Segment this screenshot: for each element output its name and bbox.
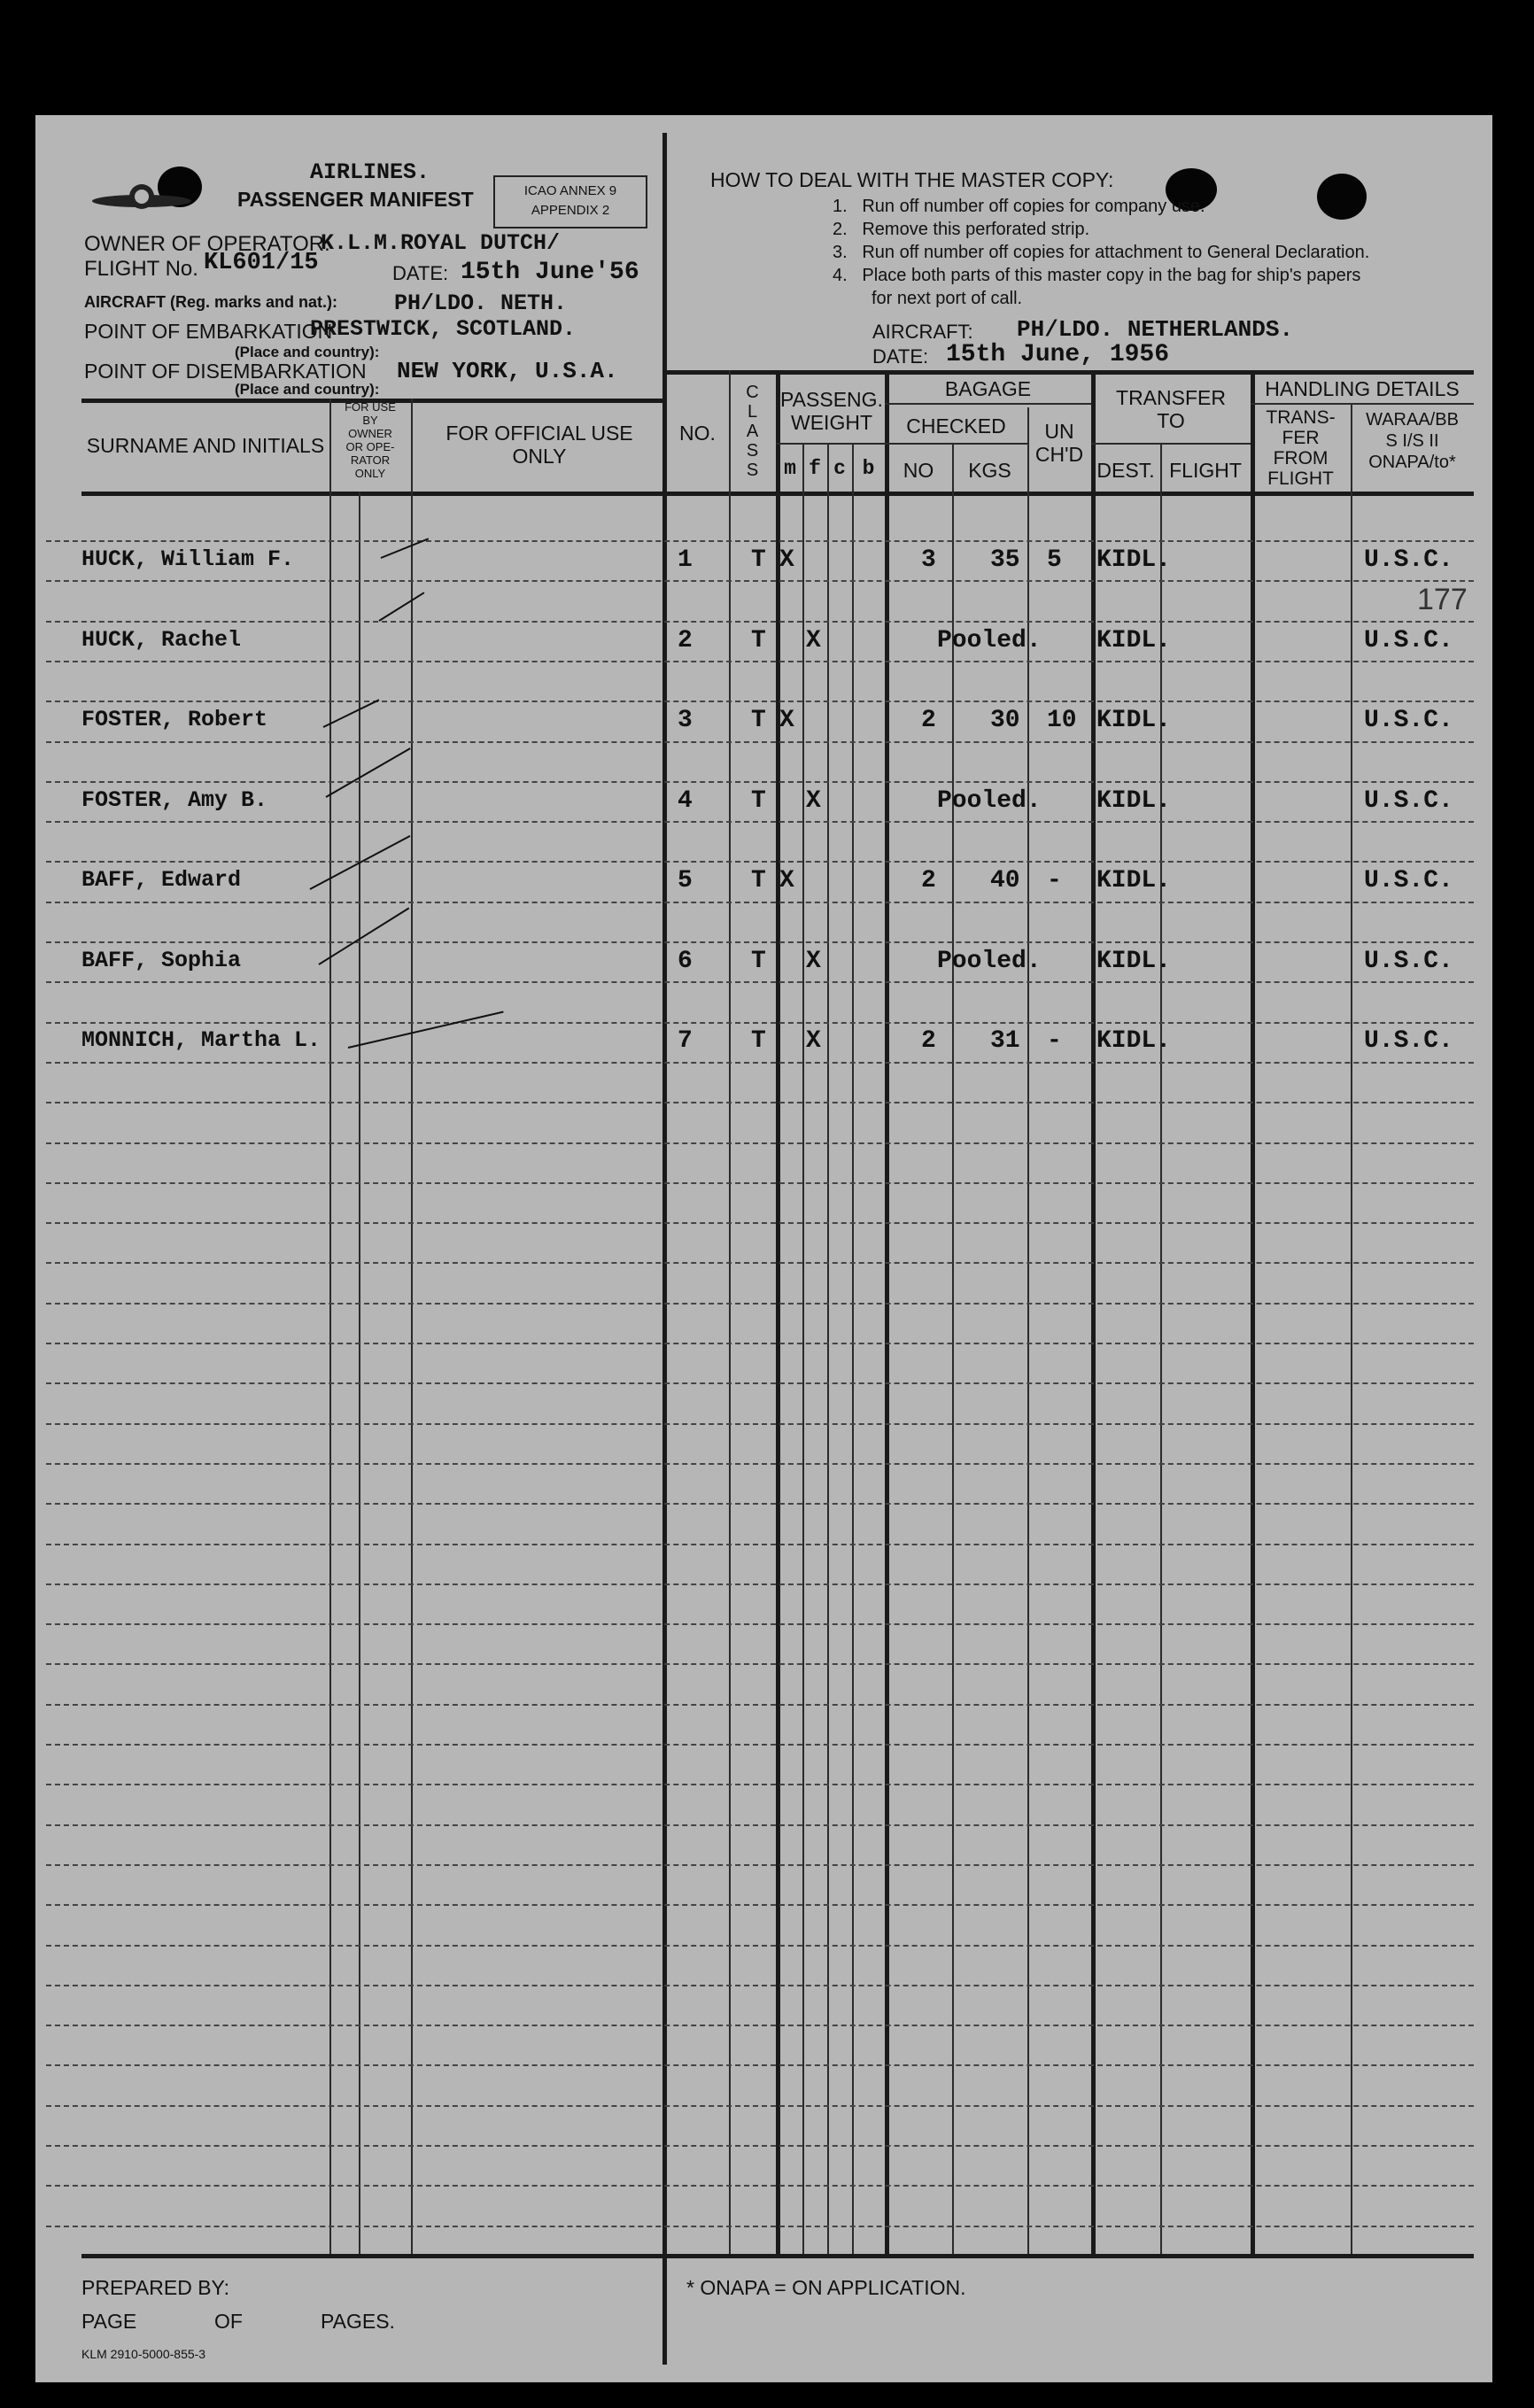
instruction-number: 2.: [833, 220, 848, 239]
passenger-number: 2: [678, 627, 693, 654]
weight-f-mark: X: [806, 1027, 821, 1055]
passeng-line: PASSENG.: [780, 388, 883, 411]
header-sub-rule: [1091, 443, 1251, 445]
weight-m-mark: X: [779, 546, 794, 574]
official-line: ONLY: [512, 445, 567, 468]
row-rule: [46, 1182, 1474, 1184]
pooled-note: Pooled.: [937, 627, 1042, 654]
row-rule: [46, 821, 1474, 823]
handling-code: U.S.C.: [1364, 1027, 1453, 1055]
passenger-name: HUCK, William F.: [81, 546, 295, 572]
row-rule: [46, 580, 1474, 582]
row-rule: [46, 1423, 1474, 1425]
page-label: PAGE: [81, 2310, 137, 2333]
row-rule: [46, 1343, 1474, 1344]
instruction-number: 4.: [833, 266, 848, 285]
col-header-passeng-weight: [776, 388, 887, 434]
bag-kgs: 30: [990, 707, 1020, 734]
right-date-label: DATE:: [872, 345, 929, 368]
col-sep: [1091, 370, 1096, 2254]
waraa-line: ONAPA/to*: [1368, 453, 1456, 472]
row-rule: [46, 1784, 1474, 1785]
instruction-number: 1.: [833, 197, 848, 216]
col-header-checked-kgs: KGS: [968, 459, 1011, 482]
handling-code: U.S.C.: [1364, 707, 1453, 734]
passenger-class: T: [751, 787, 766, 815]
row-rule: [46, 741, 1474, 743]
passenger-name: BAFF, Edward: [81, 867, 242, 893]
col-sep: [729, 370, 731, 2254]
passenger-number: 7: [678, 1027, 693, 1055]
passenger-name: FOSTER, Robert: [81, 707, 268, 732]
instruction-number: 3.: [833, 243, 848, 262]
instruction-2: [833, 220, 1089, 240]
row-rule: [46, 1062, 1474, 1064]
col-header-dest: DEST.: [1096, 459, 1155, 482]
right-date-value: 15th June, 1956: [946, 341, 1170, 368]
transfer-line: TO: [1157, 409, 1185, 432]
class-letter: S: [746, 441, 759, 461]
manifest-title: PASSENGER MANIFEST: [237, 188, 474, 211]
weight-sub-b: b: [862, 457, 875, 480]
col-header-waraa: [1351, 409, 1474, 473]
official-line: FOR OFFICIAL USE: [445, 422, 633, 445]
weight-f-mark: X: [806, 787, 821, 815]
col-header-surname: SURNAME AND INITIALS: [86, 434, 325, 457]
class-letter: S: [746, 461, 759, 480]
passenger-name: HUCK, Rachel: [81, 627, 242, 653]
bag-count: 2: [921, 707, 936, 734]
passenger-number: 5: [678, 867, 693, 894]
bag-kgs: 40: [990, 867, 1020, 894]
form-code: KLM 2910-5000-855-3: [81, 2347, 206, 2361]
col-header-bagage: BAGAGE: [944, 377, 1032, 400]
owner-label: OWNER OF OPERATOR:: [84, 232, 330, 256]
icao-line2: APPENDIX 2: [531, 203, 610, 218]
weight-m-mark: X: [779, 707, 794, 734]
weight-sub-f: f: [809, 457, 821, 480]
waraa-line: WARAA/BB: [1366, 410, 1459, 430]
bag-count: 3: [921, 546, 936, 574]
table-bottom-rule: [81, 2254, 1474, 2258]
col-header-for-use: [329, 400, 411, 480]
passenger-number: 6: [678, 948, 693, 975]
perforation-separator: [662, 133, 667, 2365]
airline-logo: [89, 182, 195, 217]
unchd-line: UN: [1044, 420, 1074, 443]
col-sep: [359, 492, 360, 2254]
passenger-class: T: [751, 867, 766, 894]
row-rule: [46, 701, 1474, 702]
transfer-from-line: FLIGHT: [1267, 468, 1334, 489]
right-aircraft-value: PH/LDO. NETHERLANDS.: [1017, 316, 1294, 343]
row-rule: [46, 1945, 1474, 1947]
embarkation-value: PRESTWICK, SCOTLAND.: [310, 316, 577, 342]
handling-code: U.S.C.: [1364, 867, 1453, 894]
col-header-checked-no: NO: [903, 459, 934, 482]
row-rule: [46, 1824, 1474, 1826]
embarkation-label: POINT OF EMBARKATION: [84, 320, 333, 343]
class-letter: L: [747, 402, 758, 422]
weight-f-mark: X: [806, 948, 821, 975]
col-sep: [329, 399, 331, 2254]
passenger-name: FOSTER, Amy B.: [81, 787, 268, 813]
col-header-transfer-from: [1251, 407, 1351, 489]
row-rule: [46, 1382, 1474, 1384]
instructions-title: HOW TO DEAL WITH THE MASTER COPY:: [710, 168, 1114, 191]
row-rule: [46, 1985, 1474, 1986]
row-rule: [46, 1663, 1474, 1665]
row-rule: [46, 981, 1474, 983]
passenger-number: 4: [678, 787, 693, 815]
header-sub-rule: [1251, 403, 1474, 405]
instruction-1: [833, 197, 1205, 217]
transfer-destination: KIDL.: [1096, 867, 1172, 894]
bag-kgs: 35: [990, 546, 1020, 574]
row-rule: [46, 661, 1474, 662]
row-rule: [46, 941, 1474, 943]
handling-code: U.S.C.: [1364, 787, 1453, 815]
row-rule: [46, 1222, 1474, 1224]
pooled-note: Pooled.: [937, 787, 1042, 815]
unchd-line: CH'D: [1034, 443, 1084, 466]
prepared-by-label: PREPARED BY:: [81, 2276, 230, 2299]
col-sep: [776, 370, 780, 2254]
passenger-number: 3: [678, 707, 693, 734]
transfer-destination: KIDL.: [1096, 546, 1172, 574]
waraa-line: S I/S II: [1385, 431, 1439, 451]
row-rule: [46, 2064, 1474, 2066]
row-rule: [46, 1303, 1474, 1305]
bag-count: 2: [921, 867, 936, 894]
right-aircraft-label: AIRCRAFT:: [872, 321, 973, 343]
row-rule: [46, 902, 1474, 903]
row-rule: [46, 1904, 1474, 1906]
row-rule: [46, 540, 1474, 542]
date-label: DATE:: [392, 262, 449, 284]
weight-f-mark: X: [806, 627, 821, 654]
class-letter: A: [746, 422, 759, 441]
row-rule: [46, 1102, 1474, 1103]
bag-count: 2: [921, 1027, 936, 1055]
col-header-unchd: [1027, 420, 1091, 466]
instruction-4: [833, 266, 1360, 286]
pages-label: PAGES.: [321, 2310, 395, 2333]
row-rule: [46, 1544, 1474, 1545]
col-sep: [1027, 407, 1029, 2254]
unchecked-bags: 5: [1047, 546, 1062, 574]
onapa-note: * ONAPA = ON APPLICATION.: [686, 2276, 966, 2299]
unchecked-bags: 10: [1047, 707, 1077, 734]
col-sep: [411, 399, 413, 2254]
unchecked-bags: -: [1047, 867, 1062, 894]
of-label: OF: [214, 2310, 243, 2333]
transfer-destination: KIDL.: [1096, 948, 1172, 975]
passenger-class: T: [751, 546, 766, 574]
passeng-line: WEIGHT: [791, 411, 872, 434]
disembarkation-value: NEW YORK, U.S.A.: [397, 358, 618, 384]
row-rule: [46, 1022, 1474, 1024]
aircraft-value: PH/LDO. NETH.: [394, 290, 568, 316]
row-rule: [46, 781, 1474, 783]
col-header-no: NO.: [679, 422, 716, 445]
for-use-line: BY: [362, 414, 378, 427]
transfer-line: TRANSFER: [1116, 386, 1226, 409]
row-rule: [46, 1583, 1474, 1585]
header-sub-rule: [885, 403, 1091, 405]
col-sep: [1251, 370, 1255, 2254]
row-rule: [46, 2105, 1474, 2107]
transfer-destination: KIDL.: [1096, 787, 1172, 815]
row-rule: [46, 1744, 1474, 1746]
row-rule: [46, 1704, 1474, 1706]
for-use-line: ONLY: [354, 467, 386, 480]
table-top-rule-right: [666, 370, 1474, 375]
unchecked-bags: -: [1047, 1027, 1062, 1055]
instruction-text: Run off number off copies for attachment to General Declaration.: [862, 243, 1370, 262]
row-rule: [46, 1623, 1474, 1625]
passenger-name: BAFF, Sophia: [81, 948, 242, 973]
row-rule: [46, 1463, 1474, 1465]
class-letter: C: [746, 383, 759, 402]
transfer-from-line: TRANS-: [1266, 407, 1336, 428]
col-sep: [1351, 403, 1352, 2254]
handling-code: U.S.C.: [1364, 546, 1453, 574]
col-header-flight: FLIGHT: [1169, 459, 1242, 482]
flight-value: KL601/15: [204, 250, 319, 276]
passenger-class: T: [751, 1027, 766, 1055]
punch-hole: [1317, 174, 1367, 220]
date-value: 15th June'56: [461, 259, 639, 286]
instruction-text: Run off number off copies for company use.: [862, 197, 1205, 216]
row-rule: [46, 1864, 1474, 1866]
aircraft-label: AIRCRAFT (Reg. marks and nat.):: [84, 293, 338, 311]
row-rule: [46, 2226, 1474, 2227]
transfer-destination: KIDL.: [1096, 1027, 1172, 1055]
row-rule: [46, 1262, 1474, 1264]
weight-m-mark: X: [779, 867, 794, 894]
col-sep: [827, 443, 829, 2254]
for-use-line: OR OPE-: [345, 440, 395, 453]
page-number: 177: [1417, 583, 1468, 616]
row-rule: [46, 2185, 1474, 2187]
owner-value: K.L.M.ROYAL DUTCH/: [321, 230, 561, 256]
for-use-line: FOR USE: [345, 400, 396, 414]
row-rule: [46, 621, 1474, 623]
row-rule: [46, 861, 1474, 863]
transfer-destination: KIDL.: [1096, 707, 1172, 734]
transfer-from-line: FROM: [1273, 448, 1329, 468]
bag-kgs: 31: [990, 1027, 1020, 1055]
pooled-note: Pooled.: [937, 948, 1042, 975]
passenger-name: MONNICH, Martha L.: [81, 1027, 322, 1053]
header-sub-rule: [885, 443, 1027, 445]
row-rule: [46, 1142, 1474, 1144]
passenger-class: T: [751, 707, 766, 734]
col-sep: [885, 370, 889, 2254]
flight-label: FLIGHT No.: [84, 257, 198, 281]
instruction-text: Remove this perforated strip.: [862, 220, 1090, 239]
handling-code: U.S.C.: [1364, 627, 1453, 654]
embarkation-sub: (Place and country):: [235, 344, 380, 360]
for-use-line: OWNER: [348, 427, 392, 440]
passenger-class: T: [751, 627, 766, 654]
for-use-line: RATOR: [350, 453, 391, 467]
passenger-number: 1: [678, 546, 693, 574]
icao-box: [493, 175, 647, 228]
header-sub-rule: [776, 443, 887, 445]
passenger-class: T: [751, 948, 766, 975]
col-sep: [852, 443, 854, 2254]
weight-sub-c: c: [833, 457, 846, 480]
col-header-transfer: [1091, 386, 1251, 432]
col-header-checked: CHECKED: [906, 414, 1006, 437]
row-rule: [46, 2025, 1474, 2026]
disembarkation-sub: (Place and country):: [235, 381, 380, 398]
col-sep: [952, 443, 954, 2254]
row-rule: [46, 1503, 1474, 1505]
instruction-4-cont: for next port of call.: [872, 289, 1023, 308]
instruction-3: [833, 243, 1369, 263]
col-header-class: [729, 383, 776, 480]
col-header-handling: HANDLING DETAILS: [1265, 377, 1460, 400]
airline-name: AIRLINES.: [310, 159, 430, 185]
transfer-destination: KIDL.: [1096, 627, 1172, 654]
transfer-from-line: FER: [1282, 428, 1320, 448]
row-rule: [46, 2145, 1474, 2147]
icao-line1: ICAO ANNEX 9: [523, 183, 617, 198]
disembarkation-label: POINT OF DISEMBARKATION: [84, 360, 367, 383]
col-header-official: [411, 422, 668, 468]
weight-sub-m: m: [784, 457, 796, 480]
handling-code: U.S.C.: [1364, 948, 1453, 975]
col-sep: [802, 443, 804, 2254]
instruction-text: Place both parts of this master copy in the bag for ship's papers: [862, 266, 1361, 285]
